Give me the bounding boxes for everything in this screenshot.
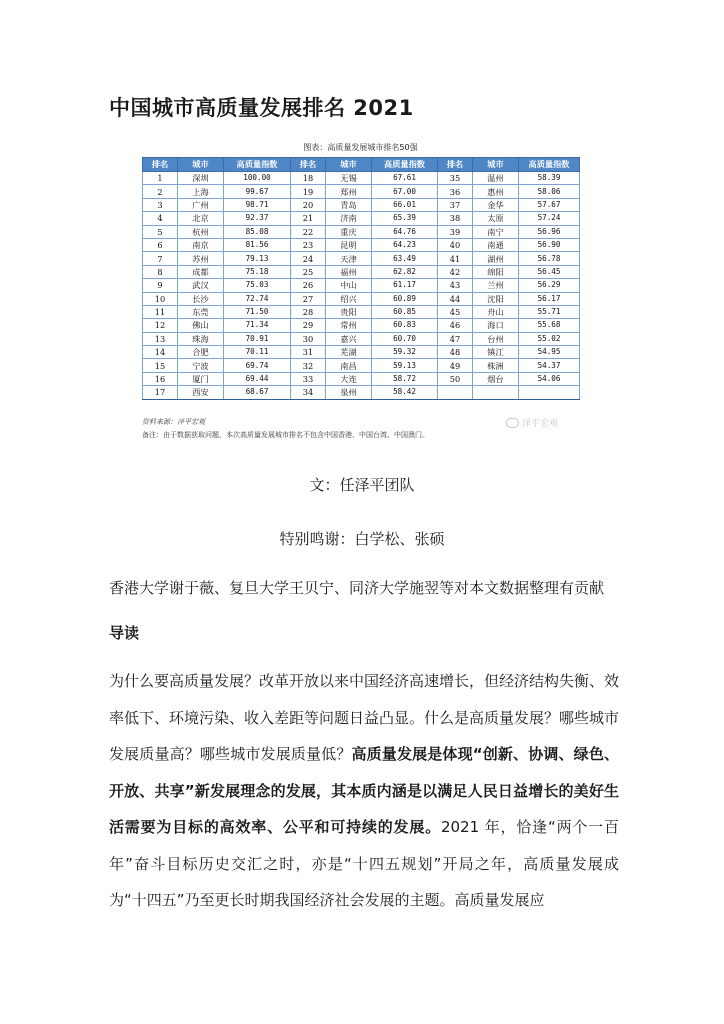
city-cell: 郑州 (326, 185, 372, 198)
city-cell: 南京 (178, 238, 224, 251)
table-row (143, 332, 580, 345)
rank-cell: 22 (291, 225, 326, 238)
rank-cell: 10 (143, 292, 178, 305)
rank-cell: 32 (291, 359, 326, 372)
city-cell: 昆明 (326, 238, 372, 251)
city-cell: 武汉 (178, 279, 224, 292)
rank-cell: 36 (438, 185, 473, 198)
ranking-figure (142, 141, 579, 446)
acknowledgement: 特别鸣谢：白学松、张硕 (279, 530, 445, 548)
rank-cell: 33 (291, 372, 326, 385)
city-cell: 株洲 (473, 359, 519, 372)
table-header-cell: 排名 (291, 158, 326, 172)
city-cell: 北京 (178, 212, 224, 225)
index-cell: 59.32 (372, 346, 438, 359)
city-cell: 福州 (326, 265, 372, 278)
figure-note: 备注：由于数据获取问题，本次高质量发展城市排名不包含中国香港、中国台湾、中国澳门。 (142, 431, 429, 439)
table-row (143, 372, 580, 385)
table-header-cell: 城市 (178, 158, 224, 172)
city-cell: 无锡 (326, 172, 372, 185)
rank-cell: 49 (438, 359, 473, 372)
city-cell: 芜湖 (326, 346, 372, 359)
index-cell: 75.18 (224, 265, 291, 278)
rank-cell: 17 (143, 386, 178, 399)
table-row (143, 252, 580, 265)
table-row (143, 319, 580, 332)
rank-cell: 14 (143, 346, 178, 359)
city-cell: 温州 (473, 172, 519, 185)
index-cell: 54.37 (519, 359, 580, 372)
paragraph-bold-text: 高质量发展是体现“创新、协调、绿色、开放、共享”新发展理念的发展，其本质内涵是以满足人民日益增长的美好生活需要为目标的高效率、公平和可持续的发展。 (109, 745, 619, 836)
section-heading: 导读 (109, 624, 140, 642)
table-header-cell: 高质量指数 (519, 158, 580, 172)
index-cell: 57.24 (519, 212, 580, 225)
contributors-note: 香港大学谢于薇、复旦大学王贝宁、同济大学施翌等对本文数据整理有贡献 (109, 579, 605, 597)
index-cell: 63.49 (372, 252, 438, 265)
index-cell: 55.71 (519, 305, 580, 318)
city-cell: 烟台 (473, 372, 519, 385)
rank-cell: 7 (143, 252, 178, 265)
rank-cell: 44 (438, 292, 473, 305)
index-cell: 67.00 (372, 185, 438, 198)
index-cell: 55.02 (519, 332, 580, 345)
rank-cell: 41 (438, 252, 473, 265)
city-cell: 中山 (326, 279, 372, 292)
table-body (143, 172, 580, 400)
table-row (143, 359, 580, 372)
index-cell: 70.91 (224, 332, 291, 345)
index-cell: 56.78 (519, 252, 580, 265)
city-cell: 天津 (326, 252, 372, 265)
city-cell: 镇江 (473, 346, 519, 359)
city-cell: 成都 (178, 265, 224, 278)
city-cell: 绵阳 (473, 265, 519, 278)
table-header-cell: 城市 (473, 158, 519, 172)
index-cell: 64.76 (372, 225, 438, 238)
rank-cell: 12 (143, 319, 178, 332)
city-cell: 大连 (326, 372, 372, 385)
city-cell: 嘉兴 (326, 332, 372, 345)
rank-cell: 25 (291, 265, 326, 278)
index-cell: 56.96 (519, 225, 580, 238)
city-cell: 金华 (473, 198, 519, 211)
index-cell: 58.42 (372, 386, 438, 399)
index-cell: 68.67 (224, 386, 291, 399)
city-cell: 深圳 (178, 172, 224, 185)
city-cell: 厦门 (178, 372, 224, 385)
rank-cell: 8 (143, 265, 178, 278)
index-cell: 71.50 (224, 305, 291, 318)
rank-cell: 15 (143, 359, 178, 372)
table-row (143, 346, 580, 359)
rank-cell: 50 (438, 372, 473, 385)
rank-cell: 5 (143, 225, 178, 238)
rank-cell: 9 (143, 279, 178, 292)
paragraph-text-end: 2021 年，恰逢“两个一百年”奋斗目标历史交汇之时，亦是“十四五规划”开局之年，高质量发展成为“十四五”乃至更长时期我国经济社会发展的主题。高质量发展应 (109, 818, 619, 909)
table-row (143, 225, 580, 238)
city-cell: 贵阳 (326, 305, 372, 318)
index-cell: 58.72 (372, 372, 438, 385)
rank-cell: 30 (291, 332, 326, 345)
rank-cell: 46 (438, 319, 473, 332)
paragraph-text-start: 为什么要高质量发展？改革开放以来中国经济高速增长，但经济结构失衡、效率低下、环境污染、收入差距等问题日益凸显。什么是高质量发展？哪些城市发展质量高？哪些城市发展质量低？ (109, 672, 620, 763)
city-cell: 兰州 (473, 279, 519, 292)
city-cell: 苏州 (178, 252, 224, 265)
rank-cell: 40 (438, 238, 473, 251)
rank-cell: 18 (291, 172, 326, 185)
index-cell: 70.11 (224, 346, 291, 359)
city-cell: 舟山 (473, 305, 519, 318)
rank-cell: 24 (291, 252, 326, 265)
rank-cell: 26 (291, 279, 326, 292)
table-row (143, 292, 580, 305)
city-cell: 佛山 (178, 319, 224, 332)
city-cell (473, 386, 519, 399)
city-cell: 惠州 (473, 185, 519, 198)
rank-cell: 1 (143, 172, 178, 185)
table-header-cell: 高质量指数 (224, 158, 291, 172)
table-header-cell: 排名 (438, 158, 473, 172)
table-row (143, 198, 580, 211)
index-cell: 66.01 (372, 198, 438, 211)
index-cell: 64.23 (372, 238, 438, 251)
index-cell: 62.82 (372, 265, 438, 278)
index-cell: 65.39 (372, 212, 438, 225)
index-cell: 69.74 (224, 359, 291, 372)
rank-cell: 29 (291, 319, 326, 332)
rank-cell: 16 (143, 372, 178, 385)
body-paragraph (109, 663, 619, 919)
index-cell: 57.67 (519, 198, 580, 211)
index-cell (519, 386, 580, 399)
index-cell: 55.68 (519, 319, 580, 332)
city-cell: 台州 (473, 332, 519, 345)
city-cell: 太原 (473, 212, 519, 225)
table-row (143, 212, 580, 225)
rank-cell: 27 (291, 292, 326, 305)
city-cell: 珠海 (178, 332, 224, 345)
city-cell: 上海 (178, 185, 224, 198)
rank-cell: 34 (291, 386, 326, 399)
rank-cell: 13 (143, 332, 178, 345)
city-cell: 重庆 (326, 225, 372, 238)
table-row (143, 172, 580, 185)
rank-cell: 2 (143, 185, 178, 198)
rank-cell: 37 (438, 198, 473, 211)
rank-cell: 21 (291, 212, 326, 225)
index-cell: 71.34 (224, 319, 291, 332)
city-cell: 宁波 (178, 359, 224, 372)
table-row (143, 185, 580, 198)
ranking-table (142, 157, 580, 400)
city-cell: 沈阳 (473, 292, 519, 305)
city-cell: 济南 (326, 212, 372, 225)
index-cell: 58.06 (519, 185, 580, 198)
rank-cell: 19 (291, 185, 326, 198)
rank-cell: 39 (438, 225, 473, 238)
index-cell: 60.70 (372, 332, 438, 345)
rank-cell: 11 (143, 305, 178, 318)
city-cell: 东莞 (178, 305, 224, 318)
table-row (143, 386, 580, 399)
city-cell: 广州 (178, 198, 224, 211)
table-row (143, 265, 580, 278)
table-header-row (143, 158, 580, 172)
city-cell: 湖州 (473, 252, 519, 265)
city-cell: 杭州 (178, 225, 224, 238)
rank-cell: 35 (438, 172, 473, 185)
index-cell: 72.74 (224, 292, 291, 305)
rank-cell: 28 (291, 305, 326, 318)
rank-cell: 4 (143, 212, 178, 225)
table-header-cell: 排名 (143, 158, 178, 172)
rank-cell: 48 (438, 346, 473, 359)
index-cell: 54.06 (519, 372, 580, 385)
index-cell: 56.29 (519, 279, 580, 292)
index-cell: 60.89 (372, 292, 438, 305)
rank-cell: 23 (291, 238, 326, 251)
rank-cell: 6 (143, 238, 178, 251)
watermark (506, 416, 558, 429)
city-cell: 青岛 (326, 198, 372, 211)
figure-source: 资料来源：泽平宏观 (142, 418, 205, 426)
rank-cell (438, 386, 473, 399)
table-row (143, 238, 580, 251)
index-cell: 100.00 (224, 172, 291, 185)
index-cell: 98.71 (224, 198, 291, 211)
index-cell: 92.37 (224, 212, 291, 225)
table-header-cell: 高质量指数 (372, 158, 438, 172)
table-row (143, 279, 580, 292)
rank-cell: 45 (438, 305, 473, 318)
rank-cell: 43 (438, 279, 473, 292)
index-cell: 99.67 (224, 185, 291, 198)
index-cell: 61.17 (372, 279, 438, 292)
city-cell: 南通 (473, 238, 519, 251)
city-cell: 南宁 (473, 225, 519, 238)
table-header-cell: 城市 (326, 158, 372, 172)
byline: 文：任泽平团队 (309, 476, 415, 494)
table-row (143, 305, 580, 318)
city-cell: 长沙 (178, 292, 224, 305)
rank-cell: 20 (291, 198, 326, 211)
index-cell: 85.08 (224, 225, 291, 238)
rank-cell: 3 (143, 198, 178, 211)
city-cell: 常州 (326, 319, 372, 332)
rank-cell: 47 (438, 332, 473, 345)
city-cell: 西安 (178, 386, 224, 399)
index-cell: 60.83 (372, 319, 438, 332)
city-cell: 南昌 (326, 359, 372, 372)
city-cell: 合肥 (178, 346, 224, 359)
index-cell: 56.45 (519, 265, 580, 278)
index-cell: 75.03 (224, 279, 291, 292)
index-cell: 54.95 (519, 346, 580, 359)
index-cell: 59.13 (372, 359, 438, 372)
rank-cell: 31 (291, 346, 326, 359)
index-cell: 81.56 (224, 238, 291, 251)
watermark-text: 泽平宏观 (522, 419, 559, 429)
index-cell: 58.39 (519, 172, 580, 185)
wechat-icon (506, 418, 519, 428)
rank-cell: 38 (438, 212, 473, 225)
index-cell: 60.85 (372, 305, 438, 318)
city-cell: 绍兴 (326, 292, 372, 305)
index-cell: 69.44 (224, 372, 291, 385)
page-title: 中国城市高质量发展排名 2021 (109, 96, 414, 120)
index-cell: 79.13 (224, 252, 291, 265)
figure-caption: 图表：高质量发展城市排名50强 (303, 143, 418, 152)
rank-cell: 42 (438, 265, 473, 278)
city-cell: 泉州 (326, 386, 372, 399)
index-cell: 67.61 (372, 172, 438, 185)
index-cell: 56.17 (519, 292, 580, 305)
index-cell: 56.90 (519, 238, 580, 251)
city-cell: 海口 (473, 319, 519, 332)
